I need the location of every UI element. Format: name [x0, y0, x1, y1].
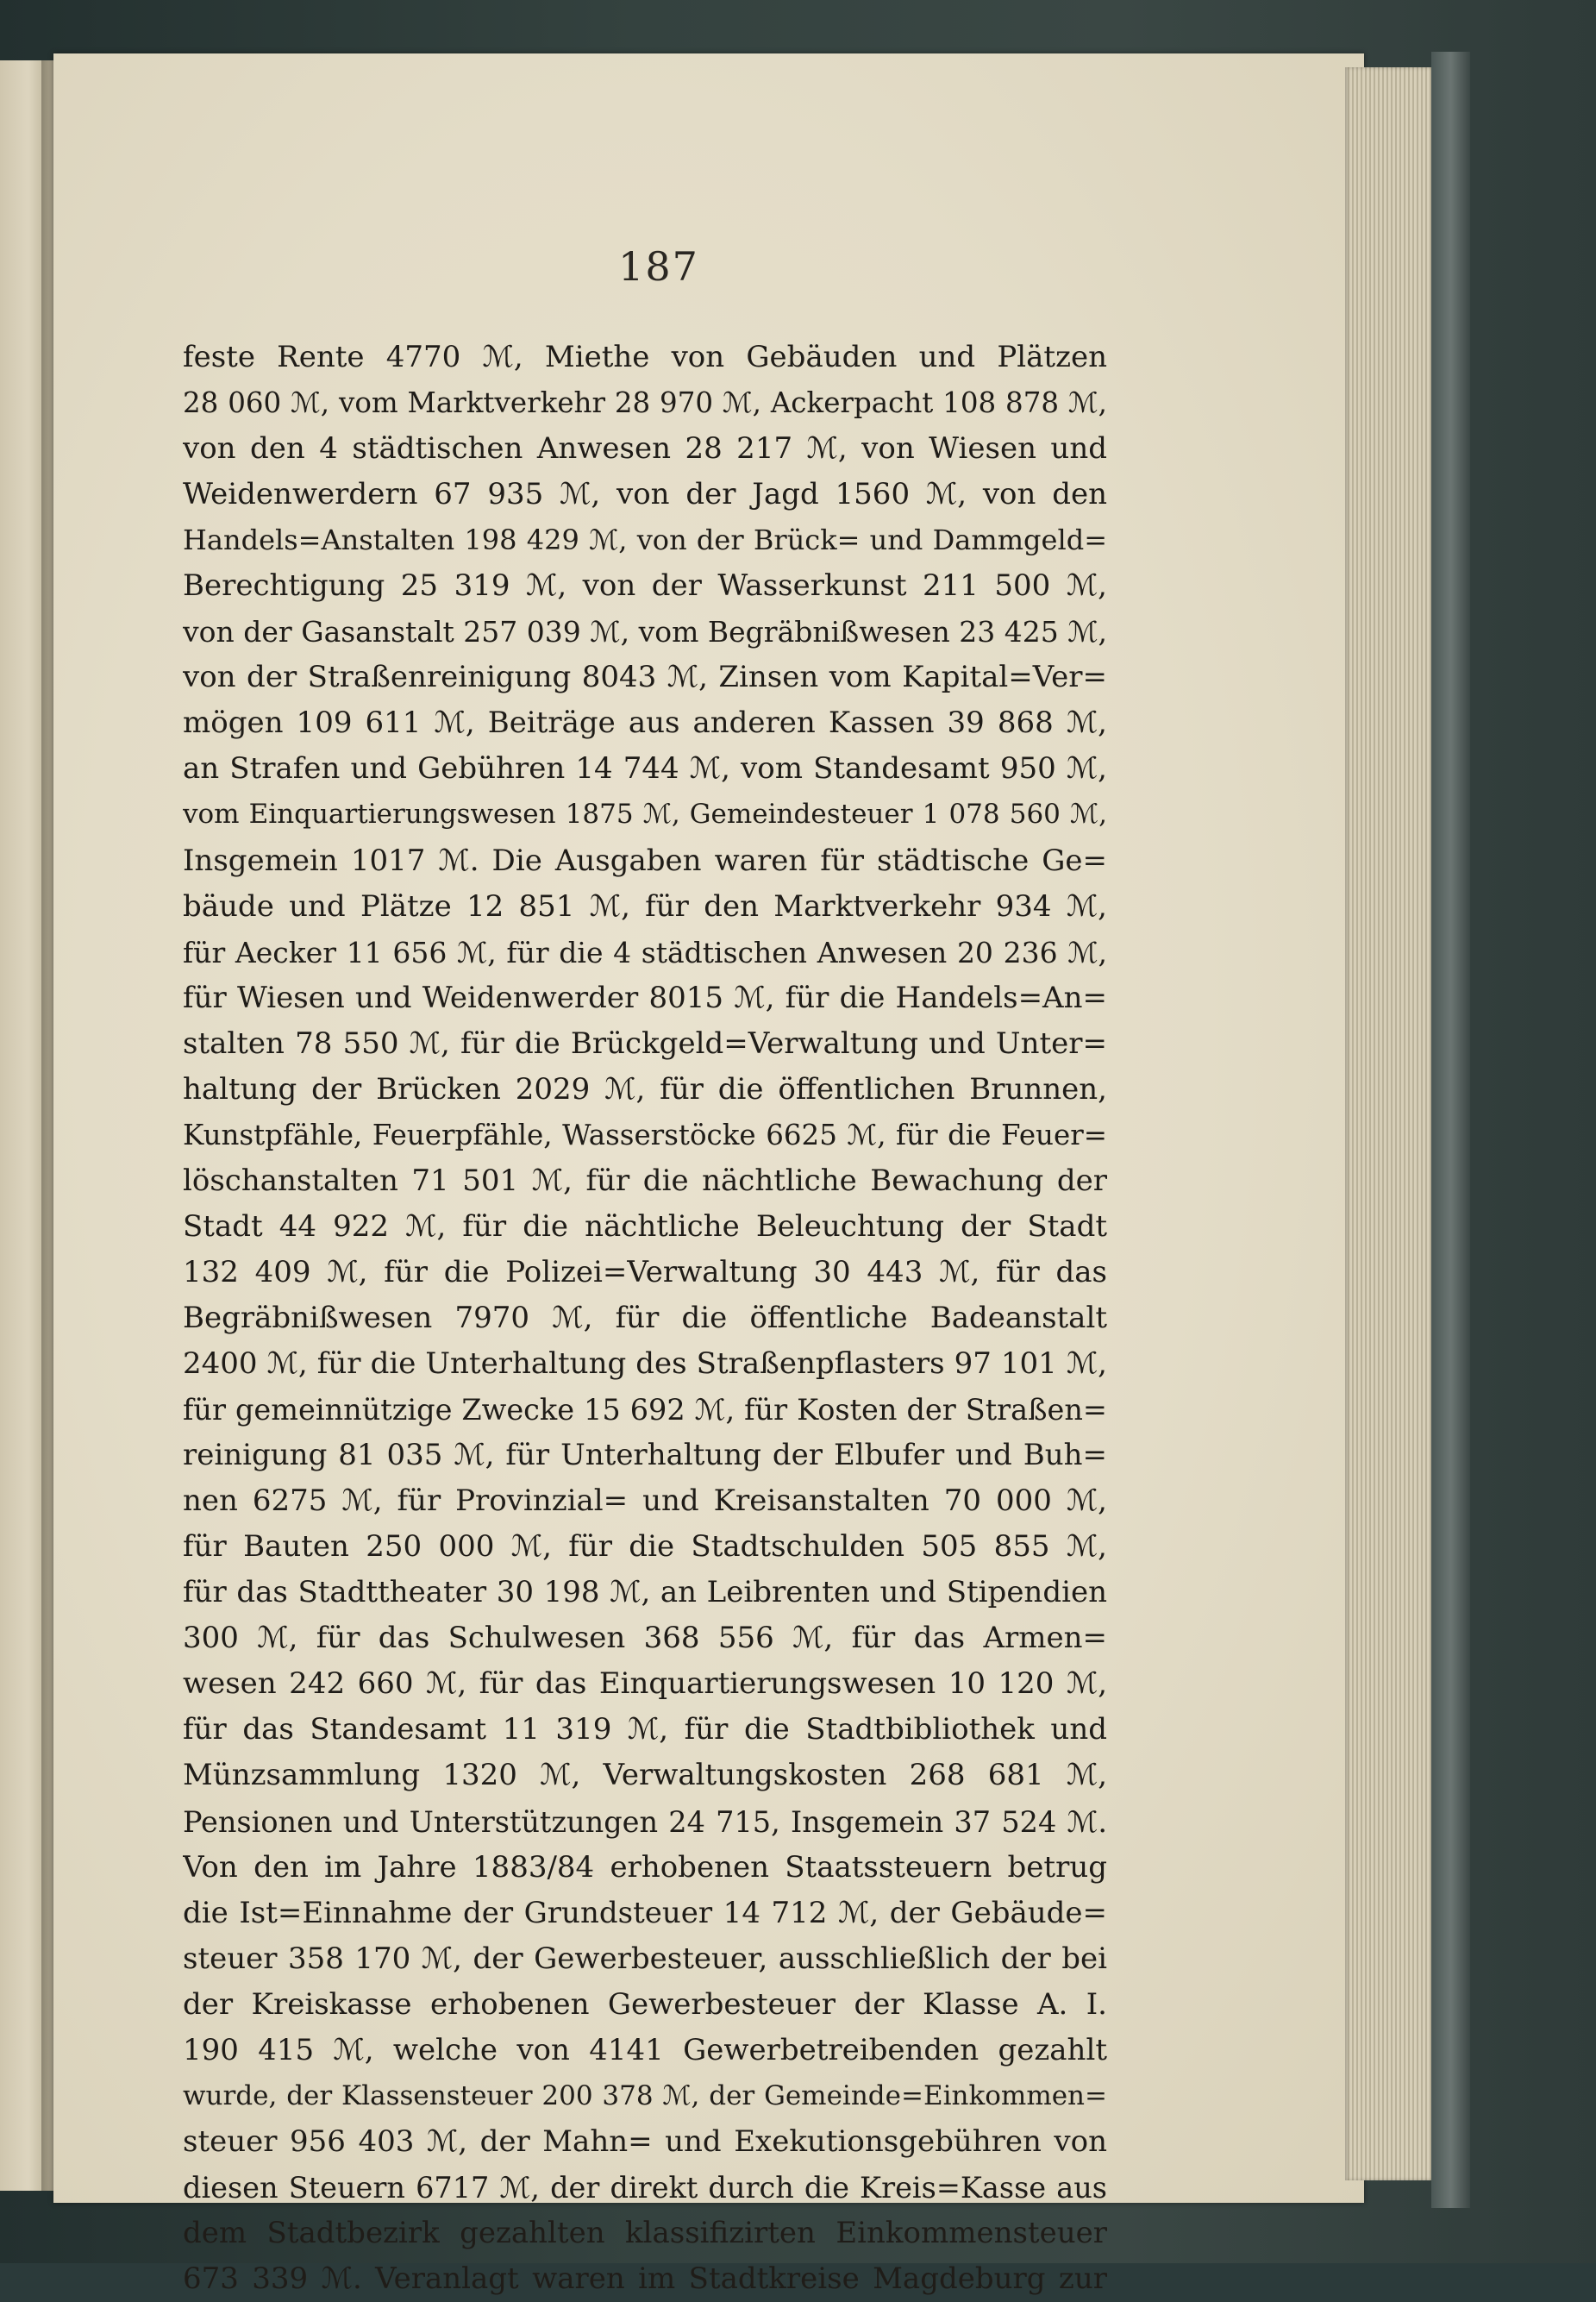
text-line: 190 415 ℳ, welche von 4141 Gewerbetreibenden gezahlt	[183, 2032, 1107, 2067]
left-page-edge	[0, 60, 47, 2191]
text-line: haltung der Brücken 2029 ℳ, für die öffentlichen Brunnen,	[183, 1071, 1107, 1107]
text-line: Handels=Anstalten 198 429 ℳ, von der Brück= und Dammgeld=	[183, 524, 1107, 557]
text-line: mögen 109 611 ℳ, Beiträge aus anderen Kassen 39 868 ℳ,	[183, 706, 1107, 741]
body-text	[183, 335, 1107, 2296]
page-number: 187	[618, 243, 699, 290]
text-line: Kunstpfähle, Feuerpfähle, Wasserstöcke 6625 ℳ, für die Feuer=	[183, 1118, 1107, 1151]
text-line: der Kreiskasse erhobenen Gewerbesteuer der Klasse A. I.	[183, 1986, 1107, 2022]
text-line: steuer 956 403 ℳ, der Mahn= und Exekutionsgebühren von	[183, 2123, 1107, 2159]
text-line: von der Gasanstalt 257 039 ℳ, vom Begräbnißwesen 23 425 ℳ,	[183, 615, 1107, 649]
text-line: für das Standesamt 11 319 ℳ, für die Stadtbibliothek und	[183, 1712, 1107, 1747]
text-line: 673 339 ℳ. Veranlagt waren im Stadtkreise Magdeburg zur	[183, 2261, 1107, 2296]
text-line: für gemeinnützige Zwecke 15 692 ℳ, für Kosten der Straßen=	[183, 1393, 1107, 1427]
text-line: Begräbnißwesen 7970 ℳ, für die öffentliche Badeanstalt	[183, 1300, 1107, 1335]
text-line: Berechtigung 25 319 ℳ, von der Wasserkunst 211 500 ℳ,	[183, 568, 1107, 604]
text-line: für Wiesen und Weidenwerder 8015 ℳ, für die Handels=An=	[183, 980, 1107, 1015]
text-line: diesen Steuern 6717 ℳ, der direkt durch die Kreis=Kasse aus	[183, 2170, 1107, 2205]
text-line: für das Stadttheater 30 198 ℳ, an Leibrenten und Stipendien	[183, 1575, 1107, 1610]
text-line: 28 060 ℳ, vom Marktverkehr 28 970 ℳ, Ackerpacht 108 878 ℳ,	[183, 386, 1107, 420]
text-line: Münzsammlung 1320 ℳ, Verwaltungskosten 268 681 ℳ,	[183, 1758, 1107, 1793]
text-line: reinigung 81 035 ℳ, für Unterhaltung der Elbufer und Buh=	[183, 1438, 1107, 1473]
text-line: dem Stadtbezirk gezahlten klassifizirten Einkommensteuer	[183, 2215, 1107, 2250]
text-line: feste Rente 4770 ℳ, Miethe von Gebäuden und Plätzen	[183, 340, 1107, 374]
text-line: 300 ℳ, für das Schulwesen 368 556 ℳ, für das Armen=	[183, 1621, 1107, 1656]
text-line: für Aecker 11 656 ℳ, für die 4 städtischen Anwesen 20 236 ℳ,	[183, 935, 1107, 969]
text-line: vom Einquartierungswesen 1875 ℳ, Gemeindesteuer 1 078 560 ℳ,	[183, 799, 1107, 831]
text-line: für Bauten 250 000 ℳ, für die Stadtschulden 505 855 ℳ,	[183, 1529, 1107, 1565]
text-line: die Ist=Einnahme der Grundsteuer 14 712 ℳ, der Gebäude=	[183, 1895, 1107, 1930]
text-line: Pensionen und Unterstützungen 24 715, Insgemein 37 524 ℳ.	[183, 1804, 1107, 1839]
text-line: 132 409 ℳ, für die Polizei=Verwaltung 30 443 ℳ, für das	[183, 1254, 1107, 1289]
text-line: wurde, der Klassensteuer 200 378 ℳ, der Gemeinde=Einkommen=	[183, 2079, 1107, 2111]
text-line: Weidenwerdern 67 935 ℳ, von der Jagd 1560 ℳ, von den	[183, 477, 1107, 512]
text-line: an Strafen und Gebühren 14 744 ℳ, vom Standesamt 950 ℳ,	[183, 751, 1107, 787]
page-edges	[1345, 67, 1431, 2180]
text-line: Von den im Jahre 1883/84 erhobenen Staatssteuern betrug	[183, 1849, 1107, 1885]
text-line: 2400 ℳ, für die Unterhaltung des Straßenpflasters 97 101 ℳ,	[183, 1346, 1107, 1382]
text-line: wesen 242 660 ℳ, für das Einquartierungswesen 10 120 ℳ,	[183, 1666, 1107, 1702]
text-line: von der Straßenreinigung 8043 ℳ, Zinsen vom Kapital=Ver=	[183, 660, 1107, 695]
text-line: Insgemein 1017 ℳ. Die Ausgaben waren für städtische Ge=	[183, 843, 1107, 878]
text-line: nen 6275 ℳ, für Provinzial= und Kreisanstalten 70 000 ℳ,	[183, 1483, 1107, 1519]
book-spine	[1431, 52, 1470, 2208]
text-line: bäude und Plätze 12 851 ℳ, für den Marktverkehr 934 ℳ,	[183, 888, 1107, 924]
text-line: steuer 358 170 ℳ, der Gewerbesteuer, ausschließlich der bei	[183, 1941, 1107, 1976]
text-line: von den 4 städtischen Anwesen 28 217 ℳ, von Wiesen und	[183, 431, 1107, 467]
text-line: löschanstalten 71 501 ℳ, für die nächtliche Bewachung der	[183, 1163, 1107, 1198]
text-line: stalten 78 550 ℳ, für die Brückgeld=Verwaltung und Unter=	[183, 1026, 1107, 1061]
text-line: Stadt 44 922 ℳ, für die nächtliche Beleuchtung der Stadt	[183, 1208, 1107, 1244]
